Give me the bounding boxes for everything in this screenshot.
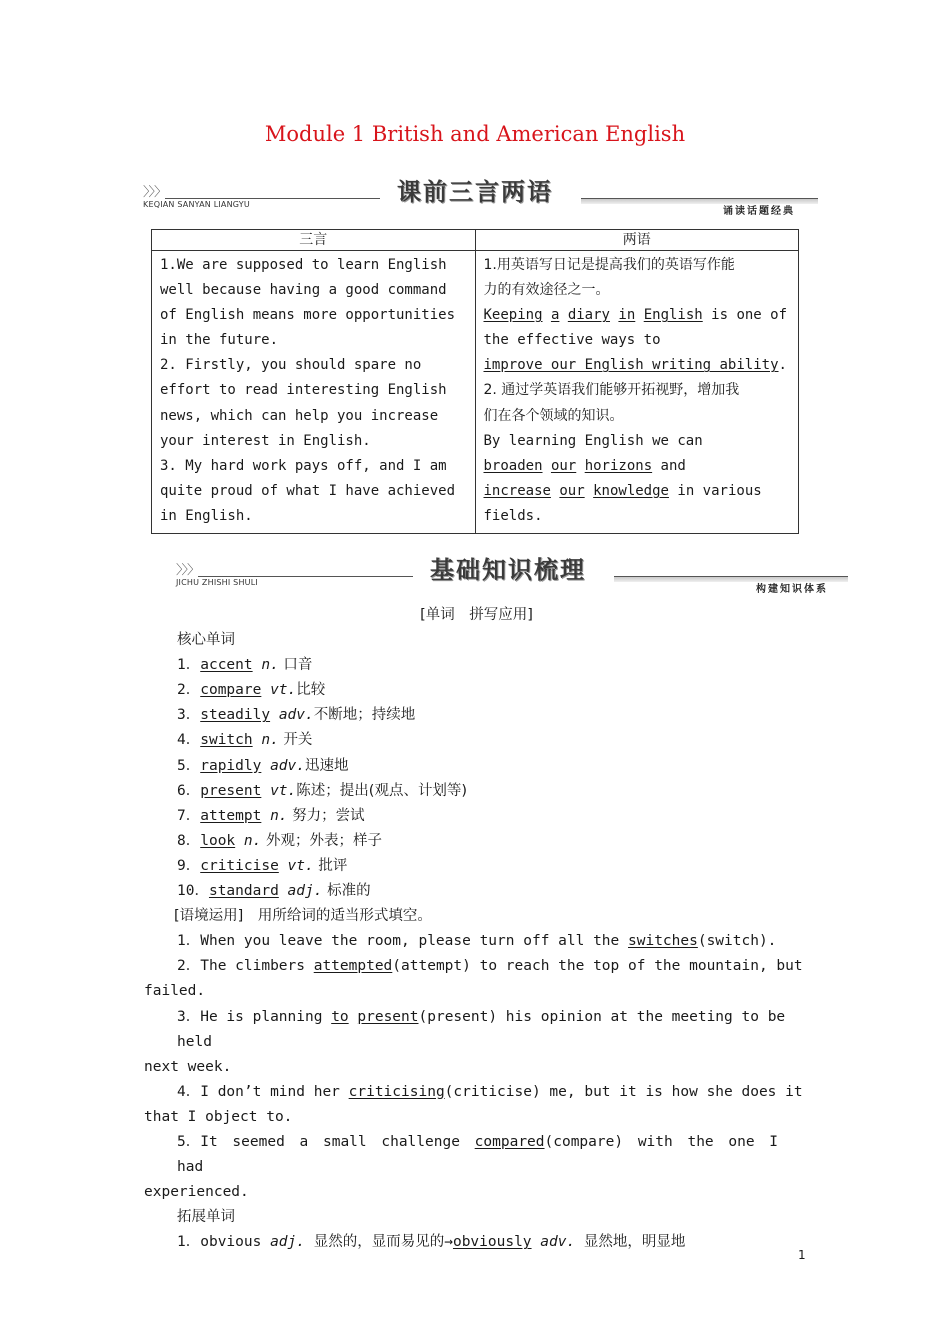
word-item — [144, 854, 809, 879]
answer-blank: broaden — [483, 457, 543, 474]
text-line — [484, 303, 793, 328]
part-of-speech: n. — [270, 807, 288, 824]
word-number: 9． — [177, 857, 201, 874]
answer-blank: switches — [628, 933, 698, 950]
answer-blank: knowledge — [593, 482, 669, 499]
answer-blank: criticise — [200, 857, 279, 874]
answer-blank: improve our English writing ability — [483, 357, 779, 374]
part-of-speech: vt. — [287, 857, 314, 874]
answer-blank: steadily — [200, 707, 271, 724]
part-of-speech: n. — [261, 657, 279, 674]
word-meaning: 不断地；持续地 — [313, 707, 416, 724]
answer-blank: horizons — [584, 457, 653, 474]
text-line: By learning English we can — [483, 432, 703, 449]
answer-blank: present — [200, 782, 262, 799]
part-of-speech: adv. — [270, 757, 305, 774]
word-meaning: 口音 — [278, 657, 313, 674]
word-number: 4． — [177, 732, 201, 749]
banner-pinyin: KEQIAN SANYAN LIANGYU — [143, 200, 250, 209]
part-of-speech: n. — [261, 732, 279, 749]
answer-blank: diary — [567, 307, 610, 324]
answer-blank: switch — [200, 732, 253, 749]
word-item — [144, 678, 809, 703]
answer-blank: standard — [208, 883, 279, 900]
text-fragment: 3．He is planning — [177, 1008, 332, 1025]
answer-blank: our — [550, 457, 577, 474]
core-words-label: 核心单词 — [177, 632, 235, 649]
text-fragment: (compare) with the one I had — [177, 1133, 779, 1176]
section-banner-jichu — [176, 554, 850, 594]
exercise-item — [144, 954, 809, 979]
answer-blank: compare — [200, 682, 262, 699]
answer-blank: present — [357, 1008, 419, 1025]
word-item — [144, 779, 809, 804]
word-meaning: 陈述；提出(观点、计划等) — [296, 782, 468, 799]
answer-blank: a — [550, 307, 560, 324]
banner-tag: 构建知识体系 — [756, 584, 828, 595]
answer-blank: in — [618, 307, 636, 324]
text-fragment: (attempt) to reach the top of the mountain, but — [392, 958, 803, 975]
exercise-item — [144, 1080, 809, 1105]
knowledge-section — [144, 603, 809, 1255]
exercise-item-cont: that I object to. — [144, 1108, 293, 1125]
text-fragment: . — [778, 357, 787, 374]
answer-blank: English — [643, 307, 703, 324]
exercise-item — [144, 1005, 809, 1055]
table-header: 两语 — [475, 230, 799, 251]
text-fragment: and — [652, 457, 686, 474]
text-fragment: 5．It seemed a small challenge — [177, 1133, 475, 1150]
text-line: effort to read interesting English — [160, 382, 447, 399]
text-line: quite proud of what I have achieved — [160, 482, 456, 499]
text-line: in English. — [160, 507, 253, 524]
answer-blank: look — [200, 832, 236, 849]
word-item — [144, 879, 809, 904]
part-of-speech: vt. — [270, 682, 297, 699]
answer-blank: attempt — [200, 807, 262, 824]
word-item — [144, 728, 809, 753]
text-fragment: 显然的，显而易见的→ — [305, 1234, 453, 1251]
sanyan-cell — [152, 251, 476, 534]
word-number: 3． — [177, 707, 201, 724]
exercise-item-cont: failed. — [144, 983, 206, 1000]
word-meaning: 努力；尝试 — [287, 807, 365, 824]
word-item — [144, 804, 809, 829]
word-number: 7． — [177, 807, 201, 824]
word-meaning: 批评 — [313, 857, 348, 874]
expand-words-label: 拓展单词 — [177, 1209, 235, 1226]
sanyan-liangyu-table — [151, 229, 799, 534]
exercise-item — [144, 1130, 809, 1180]
part-of-speech: vt. — [270, 782, 297, 799]
text-line — [484, 479, 793, 504]
text-line: 力的有效途径之一。 — [483, 282, 610, 299]
text-line: fields. — [483, 507, 543, 524]
part-of-speech: adj. — [270, 1234, 305, 1251]
text-fragment: 1．When you leave the room, please turn off all the — [177, 933, 628, 950]
text-line: 们在各个领域的知识。 — [483, 407, 624, 424]
banner-heading: 基础知识梳理 — [430, 556, 586, 584]
word-number: 10． — [177, 883, 209, 900]
exercise-item — [144, 929, 809, 954]
text-fragment: (criticise) me, but it is how she does it — [444, 1083, 803, 1100]
word-meaning: 迅速地 — [305, 757, 349, 774]
part-of-speech: n. — [243, 832, 262, 849]
text-line: in the future. — [160, 332, 279, 349]
word-number: 5． — [177, 757, 201, 774]
text-fragment: is one of — [702, 307, 788, 324]
word-item — [144, 703, 809, 728]
text-line: your interest in English. — [160, 432, 371, 449]
text-line: 2. Firstly, you should spare no — [160, 357, 422, 374]
word-number: 1． — [177, 657, 201, 674]
word-item — [144, 829, 809, 854]
answer-blank: criticising — [348, 1083, 445, 1100]
text-fragment: (present) his opinion at the meeting to be held — [177, 1008, 786, 1050]
section-heading: [单词 拼写应用] — [420, 607, 533, 623]
text-fragment: 1．obvious — [177, 1234, 271, 1251]
page-title: Module 1 British and American English — [264, 122, 686, 146]
answer-blank: increase — [483, 482, 551, 499]
answer-blank: compared — [474, 1133, 545, 1150]
word-number: 2． — [177, 682, 201, 699]
text-line: 1.We are supposed to learn English — [160, 257, 447, 273]
text-fragment: 4．I don’t mind her — [177, 1083, 349, 1100]
text-line: of English means more opportunities — [160, 307, 456, 324]
answer-blank: our — [559, 482, 585, 499]
answer-blank: attempted — [313, 958, 393, 975]
banner-heading: 课前三言两语 — [397, 178, 553, 206]
text-line — [484, 454, 793, 479]
section-banner-keqian — [143, 176, 820, 216]
text-fragment: 2．The climbers — [177, 958, 314, 975]
part-of-speech: adv. — [540, 1234, 576, 1251]
chevron-icon: 〉〉〉 — [143, 185, 167, 200]
text-line — [484, 353, 793, 378]
word-number: 8． — [177, 832, 201, 849]
exercise-item-cont: next week. — [144, 1058, 232, 1075]
text-fragment: (switch). — [697, 933, 777, 950]
expand-word-item — [144, 1230, 809, 1255]
answer-blank: obviously — [452, 1234, 532, 1251]
part-of-speech: adv. — [278, 707, 314, 724]
text-line: 2. 通过学英语我们能够开拓视野，增加我 — [483, 382, 740, 399]
exercise-item-cont: experienced. — [144, 1184, 249, 1201]
text-fragment: in various — [668, 482, 762, 499]
context-label: [语境运用] 用所给词的适当形式填空。 — [174, 908, 432, 925]
text-fragment: 显然地，明显地 — [575, 1234, 686, 1251]
word-meaning: 比较 — [296, 682, 326, 699]
text-line: news, which can help you increase — [160, 407, 439, 424]
word-item — [144, 754, 809, 779]
chevron-icon: 〉〉〉 — [176, 563, 200, 578]
banner-tag: 诵读话题经典 — [723, 206, 795, 217]
liangyu-cell — [475, 251, 799, 534]
word-item — [144, 653, 809, 678]
answer-blank: accent — [200, 657, 253, 674]
answer-blank: Keeping — [483, 307, 543, 324]
word-meaning: 标准的 — [322, 883, 371, 900]
word-list — [144, 653, 809, 904]
text-line: 1.用英语写日记是提高我们的英语写作能 — [483, 257, 735, 273]
word-meaning: 外观；外表；样子 — [261, 832, 382, 849]
answer-blank: rapidly — [200, 757, 262, 774]
answer-blank: to — [331, 1008, 349, 1025]
text-line: 3. My hard work pays off, and I am — [160, 457, 447, 474]
word-number: 6． — [177, 782, 201, 799]
word-meaning: 开关 — [278, 732, 313, 749]
banner-pinyin: JICHU ZHISHI SHULI — [176, 578, 258, 587]
text-line: well because having a good command — [160, 282, 447, 299]
page-number: 1 — [798, 1248, 806, 1262]
table-header: 三言 — [152, 230, 476, 251]
part-of-speech: adj. — [287, 883, 323, 900]
text-line: the effective ways to — [483, 332, 661, 349]
